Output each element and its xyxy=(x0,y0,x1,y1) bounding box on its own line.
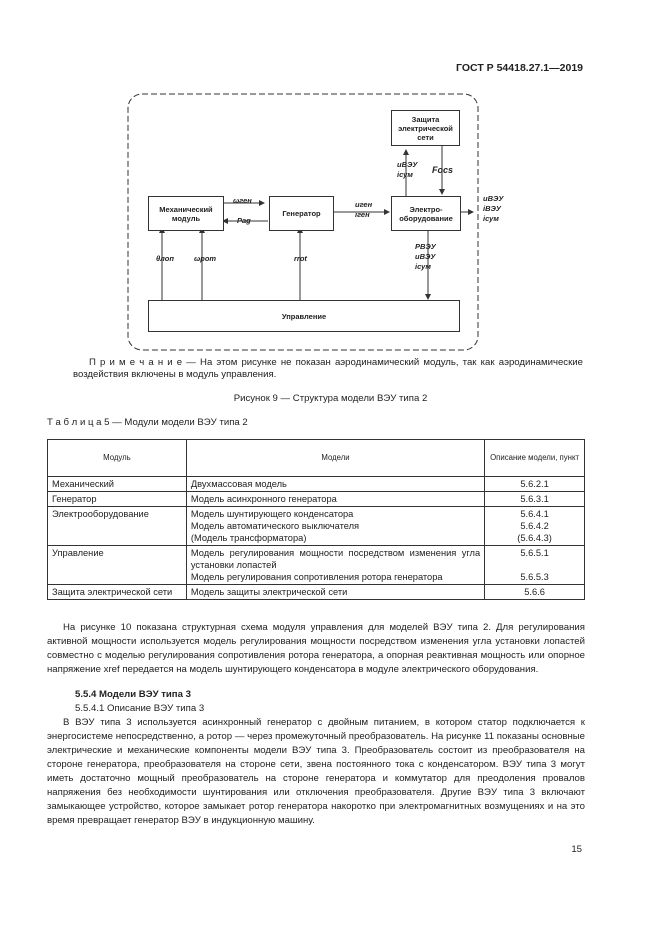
table-header-row xyxy=(48,440,585,477)
signal-r-rot: rrot xyxy=(294,254,307,263)
cell-ref: 5.6.6 xyxy=(485,585,585,600)
signal-to-protection: uВЭУ iсум xyxy=(397,160,418,179)
cell-module: Защита электрической сети xyxy=(48,585,187,600)
cell-models: Двухмассовая модель xyxy=(186,477,484,492)
page-number: 15 xyxy=(571,844,582,855)
section-heading: 5.5.4 Модели ВЭУ типа 3 xyxy=(75,689,191,700)
signal-pitch: θлоп xyxy=(156,254,174,263)
block-mechanical: Механический модуль xyxy=(148,196,224,231)
figure-caption: Рисунок 9 — Структура модели ВЭУ типа 2 xyxy=(233,393,428,404)
signal-w-gen: ωген xyxy=(233,196,252,205)
table-row xyxy=(48,507,585,546)
signal-to-control: PВЭУ uВЭУ iсум xyxy=(415,242,436,271)
cell-ref: 5.6.2.1 xyxy=(485,477,585,492)
paragraph-2: В ВЭУ типа 3 используется асинхронный генератор с двойным питанием, в котором статор подключается к энергосистеме непосредственно, а ротор — через промежуточный преобразователь. На рисунке 11 показаны основные электрические и механические компоненты модели ВЭУ типа 3. Преобразователь состоит из преобразователя на стороне генератора, преобразователя на стороне сети, звена постоянного тока с конденсатором. ВЭУ типа 3 могут иметь достаточно мощный преобразователь на стороне генератора и коммутатор для преодоления провалов напряжения без необходимости шунтирования или отключения преобразователя. Другие ВЭУ типа 3 включают замыкающее устройство, которое замыкает ротор генератора накоротко при электромагнитных возмущениях и на это время превращает генератор ВЭУ в индукционную машину. xyxy=(47,717,585,826)
block-generator: Генератор xyxy=(269,196,334,231)
block-control: Управление xyxy=(148,300,460,332)
table-row xyxy=(48,492,585,507)
signal-output: uВЭУ iВЭУ iсум xyxy=(483,194,504,223)
paragraph-1: На рисунке 10 показана структурная схема модуля управления для моделей ВЭУ типа 2. Для регулирования активной мощности используется модель регулирования мощности посредством изменения угла установки лопастей совместно с моделью регулирования сопротивления ротора генератора, а опорная реактивная мощность или опорное напряжение xref передается на модель шунтирующего конденсатора в модуле электрического оборудования. xyxy=(47,622,585,675)
table-row xyxy=(48,546,585,585)
header-module: Модуль xyxy=(48,440,187,477)
table-row xyxy=(48,477,585,492)
cell-module: Управление xyxy=(48,546,187,585)
cell-models: Модель защиты электрической сети xyxy=(186,585,484,600)
subsection-heading: 5.5.4.1 Описание ВЭУ типа 3 xyxy=(75,703,205,714)
modules-table xyxy=(47,439,585,600)
block-grid-protection: Защита электрической сети xyxy=(391,110,460,146)
cell-models: Модель шунтирующего конденсатора Модель автоматического выключателя (Модель трансформатора) xyxy=(186,507,484,546)
signal-w-rot: ωрот xyxy=(194,254,217,263)
figure-9-diagram xyxy=(0,0,661,360)
cell-module: Электрооборудование xyxy=(48,507,187,546)
signal-u-gen: uген iген xyxy=(355,200,373,219)
document-header: ГОСТ Р 54418.27.1—2019 xyxy=(456,62,583,74)
header-models: Модели xyxy=(186,440,484,477)
block-electrical: Электро-оборудование xyxy=(391,196,461,231)
cell-models: Модель асинхронного генератора xyxy=(186,492,484,507)
header-ref: Описание модели, пункт xyxy=(485,440,585,477)
table-row xyxy=(48,585,585,600)
cell-models: Модель регулирования мощности посредством изменения угла установки лопастей Модель регулирования сопротивления ротора генератора xyxy=(186,546,484,585)
cell-ref: 5.6.3.1 xyxy=(485,492,585,507)
table-caption: Т а б л и ц а 5 — Модули модели ВЭУ типа 2 xyxy=(47,417,248,428)
cell-module: Генератор xyxy=(48,492,187,507)
signal-p-ag: Pag xyxy=(237,216,251,225)
cell-ref: 5.6.5.1 5.6.5.3 xyxy=(485,546,585,585)
cell-module: Механический xyxy=(48,477,187,492)
cell-ref: 5.6.4.1 5.6.4.2 (5.6.4.3) xyxy=(485,507,585,546)
figure-note: П р и м е ч а н и е — На этом рисунке не показан аэродинамический модуль, так как аэродинамические воздействия включены в модуль управления. xyxy=(73,357,583,380)
signal-f-ocs: Fосs xyxy=(432,165,454,175)
